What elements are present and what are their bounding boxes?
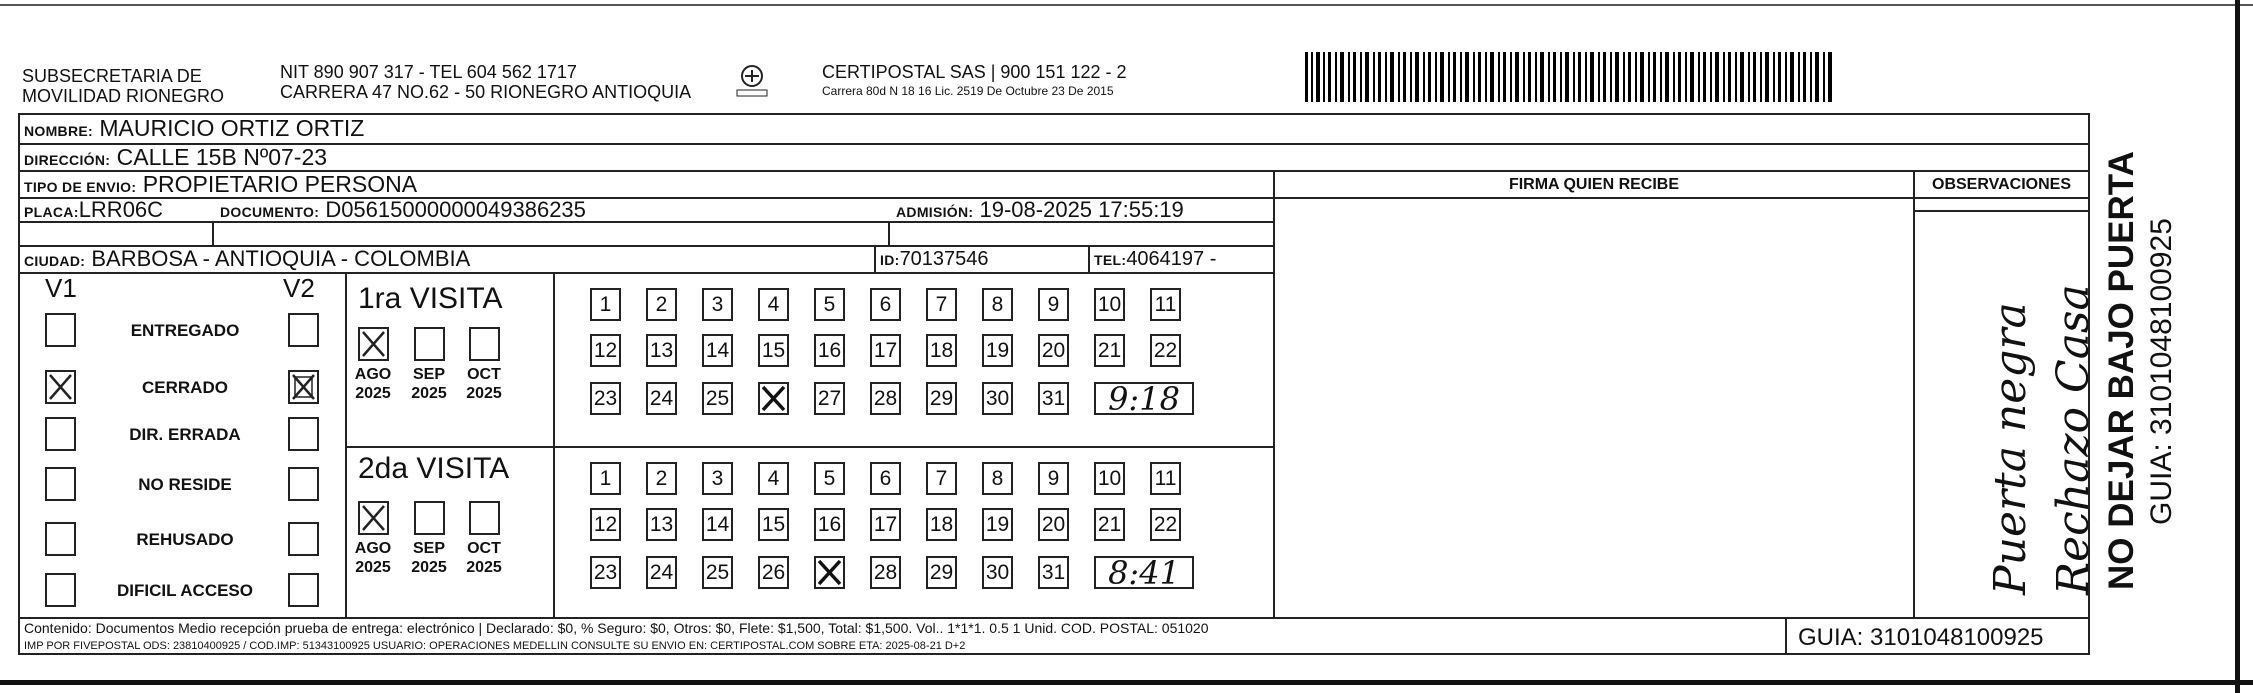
month-label: OCT 2025 <box>466 366 502 402</box>
day-box[interactable]: 26 <box>758 556 789 589</box>
top-border <box>0 4 2253 6</box>
v1-label: V1 <box>45 273 77 303</box>
rule <box>1088 245 1090 272</box>
day-box[interactable]: 4 <box>758 462 789 495</box>
footer-guia: GUIA: 3101048100925 <box>1798 624 2044 651</box>
v2-checkbox[interactable] <box>288 313 319 347</box>
day-box[interactable]: 7 <box>926 288 957 321</box>
visit-time: 9:18 <box>1094 382 1194 415</box>
rule <box>345 272 347 617</box>
day-box[interactable]: 22 <box>1150 334 1181 367</box>
day-box[interactable]: 20 <box>1038 334 1069 367</box>
status-label: NO RESIDE <box>138 475 232 494</box>
day-box[interactable]: 23 <box>590 556 621 589</box>
day-box[interactable]: 24 <box>646 382 677 415</box>
day-box[interactable]: 25 <box>702 556 733 589</box>
signature-header: FIRMA QUIEN RECIBE <box>1508 176 1680 193</box>
day-box[interactable]: 15 <box>758 334 789 367</box>
day-box[interactable]: 21 <box>1094 508 1125 541</box>
rule <box>553 272 555 617</box>
day-box[interactable]: 29 <box>926 382 957 415</box>
v1-checkbox[interactable] <box>45 573 76 607</box>
day-box[interactable]: 1 <box>590 288 621 321</box>
document-field: DOCUMENTO: D05615000000049386235 <box>220 197 586 222</box>
day-box[interactable]: 19 <box>982 508 1013 541</box>
day-box[interactable]: 16 <box>814 334 845 367</box>
day-box[interactable]: 5 <box>814 462 845 495</box>
month-checkbox[interactable] <box>469 501 500 535</box>
day-box[interactable]: 18 <box>926 334 957 367</box>
day-box[interactable]: 28 <box>870 382 901 415</box>
day-box[interactable]: 23 <box>590 382 621 415</box>
address-row: DIRECCIÓN: CALLE 15B Nº07-23 <box>24 144 328 170</box>
day-box[interactable]: 13 <box>646 508 677 541</box>
day-box[interactable]: 6 <box>870 462 901 495</box>
month-checkbox[interactable] <box>469 327 500 361</box>
month-checkbox[interactable] <box>358 501 389 535</box>
status-label: REHUSADO <box>136 530 234 549</box>
day-box[interactable]: 17 <box>870 334 901 367</box>
day-box[interactable]: 31 <box>1038 382 1069 415</box>
org-name: SUBSECRETARIA DE MOVILIDAD RIONEGRO <box>22 66 225 106</box>
sender-info: NIT 890 907 317 - TEL 604 562 1717 CARRERA 47 NO.62 - 50 RIONEGRO ANTIOQUIA <box>280 62 692 102</box>
day-box[interactable]: 6 <box>870 288 901 321</box>
day-box[interactable]: 16 <box>814 508 845 541</box>
v2-label: V2 <box>283 273 315 303</box>
observation-line-1: Puerta negra <box>1985 302 2036 595</box>
rule <box>212 221 214 245</box>
visit-time: 8:41 <box>1094 556 1194 589</box>
day-box[interactable]: 14 <box>702 508 733 541</box>
day-box[interactable]: 15 <box>758 508 789 541</box>
status-label: DIFICIL ACCESO <box>116 581 253 600</box>
day-box[interactable]: 10 <box>1094 462 1125 495</box>
day-box[interactable]: 5 <box>814 288 845 321</box>
day-box[interactable]: 2 <box>646 462 677 495</box>
day-box[interactable]: 25 <box>702 382 733 415</box>
day-box[interactable]: 27 <box>814 382 845 415</box>
status-label: CERRADO <box>142 378 228 397</box>
day-box[interactable]: 8 <box>982 462 1013 495</box>
right-border <box>2235 0 2240 693</box>
v1-checkbox[interactable] <box>45 467 76 501</box>
day-box[interactable]: 30 <box>982 382 1013 415</box>
courier-logo-icon <box>733 62 771 100</box>
status-label: DIR. ERRADA <box>129 425 241 444</box>
day-box[interactable]: 21 <box>1094 334 1125 367</box>
day-box[interactable]: 7 <box>926 462 957 495</box>
day-box[interactable]: 1 <box>590 462 621 495</box>
visit1-title: 1ra VISITA <box>358 282 503 315</box>
observation-line-2: Rechazo Casa <box>2048 284 2099 595</box>
v2-checkbox[interactable] <box>288 370 319 404</box>
day-box[interactable]: 9 <box>1038 288 1069 321</box>
rule <box>1273 170 1275 617</box>
month-label: SEP 2025 <box>411 540 447 576</box>
city-field: CIUDAD: BARBOSA - ANTIOQUIA - COLOMBIA <box>24 246 471 271</box>
rule <box>18 617 2090 619</box>
day-box[interactable]: 13 <box>646 334 677 367</box>
side-guia: GUIA: 3101048100925 <box>2145 218 2178 525</box>
rule <box>874 245 876 272</box>
day-box[interactable]: 20 <box>1038 508 1069 541</box>
rule <box>1913 170 1915 617</box>
day-box[interactable]: 28 <box>870 556 901 589</box>
v1-checkbox[interactable] <box>45 522 76 556</box>
month-label: SEP 2025 <box>411 366 447 402</box>
day-box[interactable]: 11 <box>1150 288 1181 321</box>
courier-info: CERTIPOSTAL SAS | 900 151 122 - 2 Carrera 80d N 18 16 Lic. 2519 De Octubre 23 De 2015 <box>822 62 1127 98</box>
rule <box>1915 210 2088 212</box>
status-label: ENTREGADO <box>130 321 240 340</box>
day-box[interactable]: 24 <box>646 556 677 589</box>
month-label: OCT 2025 <box>466 540 502 576</box>
v1-checkbox[interactable] <box>45 417 76 451</box>
tel-field: TEL:4064197 - <box>1094 248 1217 270</box>
day-box[interactable]: 3 <box>702 462 733 495</box>
v2-checkbox[interactable] <box>288 522 319 556</box>
day-box[interactable]: 9 <box>1038 462 1069 495</box>
v1-checkbox[interactable] <box>45 313 76 347</box>
day-box[interactable]: 4 <box>758 288 789 321</box>
visit2-title: 2da VISITA <box>358 452 510 485</box>
day-box[interactable]: 22 <box>1150 508 1181 541</box>
admission-field: ADMISIÓN: 19-08-2025 17:55:19 <box>896 197 1184 222</box>
v1-checkbox[interactable] <box>45 370 76 404</box>
day-box[interactable]: 11 <box>1150 462 1181 495</box>
month-label: AGO 2025 <box>354 366 392 402</box>
type-row: TIPO DE ENVIO: PROPIETARIO PERSONA <box>24 171 418 197</box>
day-box[interactable]: 12 <box>590 508 621 541</box>
rule <box>888 221 890 245</box>
v2-checkbox[interactable] <box>288 573 319 607</box>
rule <box>345 446 1275 448</box>
day-box[interactable]: 3 <box>702 288 733 321</box>
month-label: AGO 2025 <box>354 540 392 576</box>
rule <box>1785 617 1787 655</box>
barcode <box>1305 52 1835 102</box>
day-box[interactable]: 18 <box>926 508 957 541</box>
side-notice: NO DEJAR BAJO PUERTA <box>2102 151 2141 590</box>
plate-field: PLACA:LRR06C <box>24 197 164 222</box>
day-box[interactable] <box>758 382 789 415</box>
id-field: ID:70137546 <box>880 248 989 270</box>
day-box[interactable]: 17 <box>870 508 901 541</box>
day-box[interactable]: 29 <box>926 556 957 589</box>
month-checkbox[interactable] <box>358 327 389 361</box>
day-box[interactable]: 14 <box>702 334 733 367</box>
day-box[interactable] <box>814 556 845 589</box>
day-box[interactable]: 19 <box>982 334 1013 367</box>
v2-checkbox[interactable] <box>288 467 319 501</box>
name-row: NOMBRE: MAURICIO ORTIZ ORTIZ <box>24 115 365 141</box>
content-line: Contenido: Documentos Medio recepción prueba de entrega: electrónico | Declarado: $0, % Seguro: $0, Otros: $0, Flete: $1,500, Total: $1,500. Vol.. 1*1*1. 0.5 1 Unid. COD. POSTAL: 051020 <box>24 620 1209 636</box>
bottom-border <box>0 680 2253 685</box>
day-box[interactable]: 31 <box>1038 556 1069 589</box>
month-checkbox[interactable] <box>414 501 445 535</box>
day-box[interactable]: 10 <box>1094 288 1125 321</box>
imp-line: IMP POR FIVEPOSTAL ODS: 23810400925 / COD.IMP: 51343100925 USUARIO: OPERACIONES MEDELLIN CONSULTE SU ENVIO EN: CERTIPOSTAL.COM SOBRE ETA: 2025-08-21 D+2 <box>24 640 966 652</box>
v2-checkbox[interactable] <box>288 417 319 451</box>
day-box[interactable]: 30 <box>982 556 1013 589</box>
day-box[interactable]: 8 <box>982 288 1013 321</box>
day-box[interactable]: 2 <box>646 288 677 321</box>
day-box[interactable]: 12 <box>590 334 621 367</box>
month-checkbox[interactable] <box>414 327 445 361</box>
observations-header: OBSERVACIONES <box>1932 176 2071 193</box>
